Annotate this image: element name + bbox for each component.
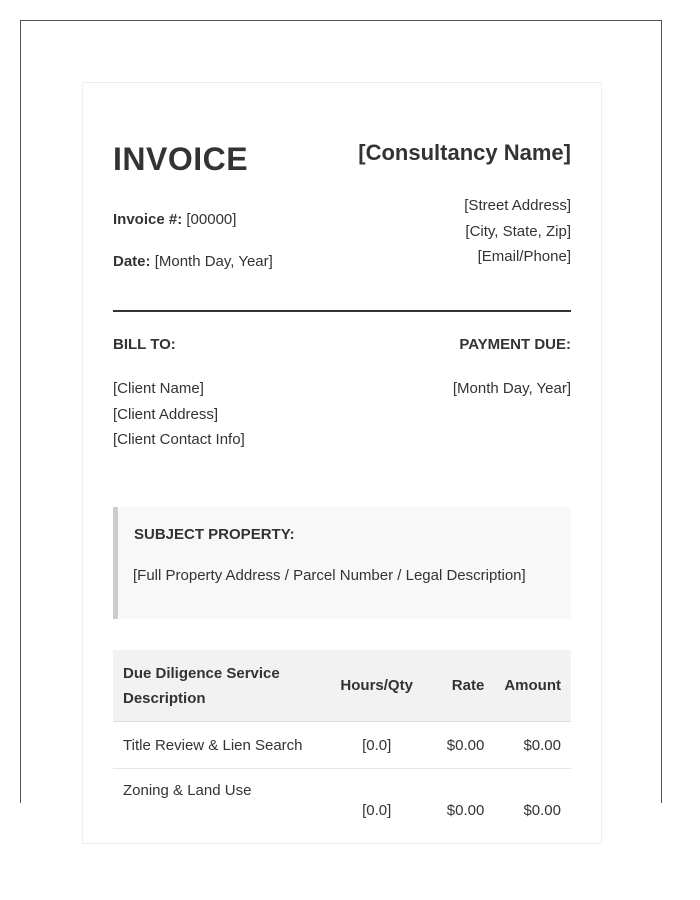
consultancy-name: [Consultancy Name] xyxy=(358,140,571,165)
city-state-zip: [City, State, Zip] xyxy=(465,222,571,240)
invoice-date-value: [Month Day, Year] xyxy=(154,253,273,270)
payment-due-label: PAYMENT DUE: xyxy=(459,336,571,353)
service-qty: [0.0] xyxy=(328,722,426,769)
table-header-row xyxy=(113,650,571,722)
subject-property-box xyxy=(113,507,571,619)
invoice-number-value: [00000] xyxy=(186,211,237,228)
invoice-number-label: Invoice #: xyxy=(113,211,183,228)
header-description: Due Diligence Service Description xyxy=(113,650,328,722)
page-frame xyxy=(20,20,662,819)
header-hours-qty: Hours/Qty xyxy=(328,650,426,722)
client-address: [Client Address] xyxy=(113,405,219,423)
payment-due-date: [Month Day, Year] xyxy=(452,380,571,397)
table-row xyxy=(113,769,571,853)
client-contact: [Client Contact Info] xyxy=(113,431,245,448)
consultancy-address xyxy=(464,193,571,270)
service-amount: $0.00 xyxy=(523,802,561,819)
service-description: Zoning & Land Use xyxy=(123,782,252,799)
header-amount: Amount xyxy=(494,650,571,722)
invoice-number xyxy=(113,211,236,228)
street-address: [Street Address] xyxy=(464,197,571,214)
header-rate: Rate xyxy=(425,650,494,722)
bill-to-label: BILL TO: xyxy=(113,336,176,353)
client-name: [Client Name] xyxy=(113,380,204,397)
service-amount: $0.00 xyxy=(494,722,571,769)
subject-property-label: SUBJECT PROPERTY: xyxy=(134,526,295,543)
service-rate: $0.00 xyxy=(425,722,494,769)
service-rate: $0.00 xyxy=(446,802,485,819)
services-table xyxy=(113,650,571,852)
invoice-date xyxy=(113,253,273,270)
client-info xyxy=(113,376,245,453)
invoice-date-label: Date: xyxy=(113,253,151,270)
subject-property-description: [Full Property Address / Parcel Number / Legal Description] xyxy=(133,567,526,584)
header-divider xyxy=(113,310,571,312)
invoice-document xyxy=(82,82,602,844)
table-row xyxy=(113,722,571,769)
email-phone: [Email/Phone] xyxy=(477,248,571,265)
service-description: Title Review & Lien Search xyxy=(113,722,328,769)
invoice-title: INVOICE xyxy=(113,141,249,177)
service-qty: [0.0] xyxy=(362,802,392,819)
